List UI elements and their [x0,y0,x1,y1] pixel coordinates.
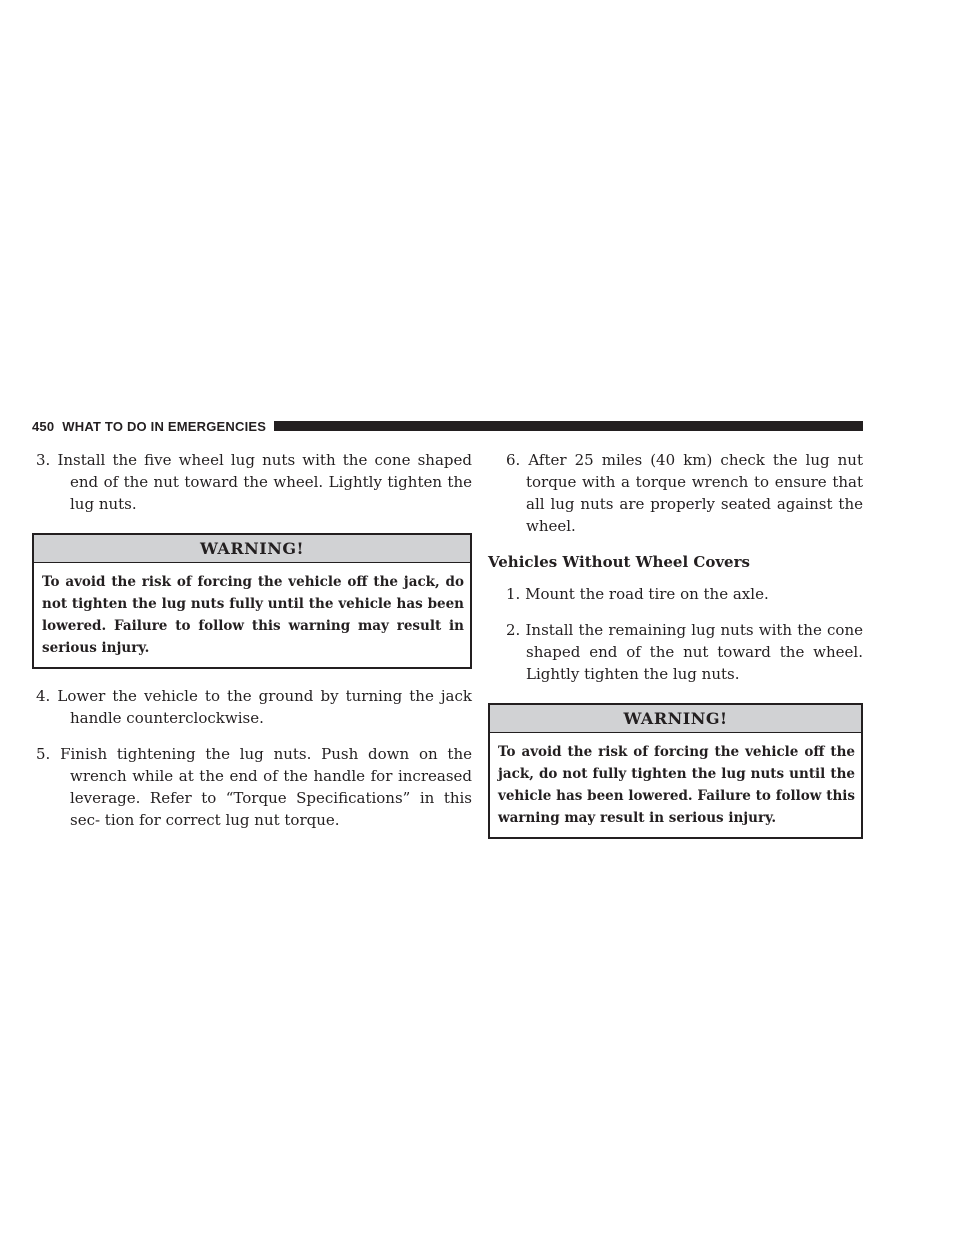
step-1: 1. Mount the road tire on the axle. [506,585,769,603]
warning-text: To avoid the risk of forcing the vehicle off the jack, do not tighten the lug nuts fully until the vehicle has been lowered. Failure to follow this warning may result in serious injury. [42,574,464,656]
subheading: Vehicles Without Wheel Covers [488,553,750,571]
left-column [32,449,472,845]
step-5: 5. Finish tightening the lug nuts. Push down on the wrench while at the end of the handle for increased leverage. Refer to “Torque Specifications” in this sec- tion for correct lug nut torque. [36,745,472,829]
step-3: 3. Install the five wheel lug nuts with the cone shaped end of the nut toward the wheel. Lightly tighten the lug nuts. [36,451,472,513]
warning-title: WARNING! [34,535,470,563]
page-number: 450 [32,418,55,434]
header-rule [274,421,863,431]
warning-text: To avoid the risk of forcing the vehicle off the jack, do not fully tighten the lug nuts until the vehicle has been lowered. Failure to follow this warning may result in serious injury. [498,744,855,826]
section-title: WHAT TO DO IN EMERGENCIES [62,418,267,434]
step-2: 2. Install the remaining lug nuts with the cone shaped end of the nut toward the wheel. Lightly tighten the lug nuts. [506,621,863,683]
warning-box-right [488,703,863,839]
warning-box-left [32,533,472,669]
right-column [488,449,863,855]
step-6: 6. After 25 miles (40 km) check the lug nut torque with a torque wrench to ensure that all lug nuts are properly seated against the wheel. [506,451,863,535]
warning-title: WARNING! [490,705,861,733]
page-header [32,419,863,433]
step-4: 4. Lower the vehicle to the ground by turning the jack handle counterclockwise. [36,687,472,727]
